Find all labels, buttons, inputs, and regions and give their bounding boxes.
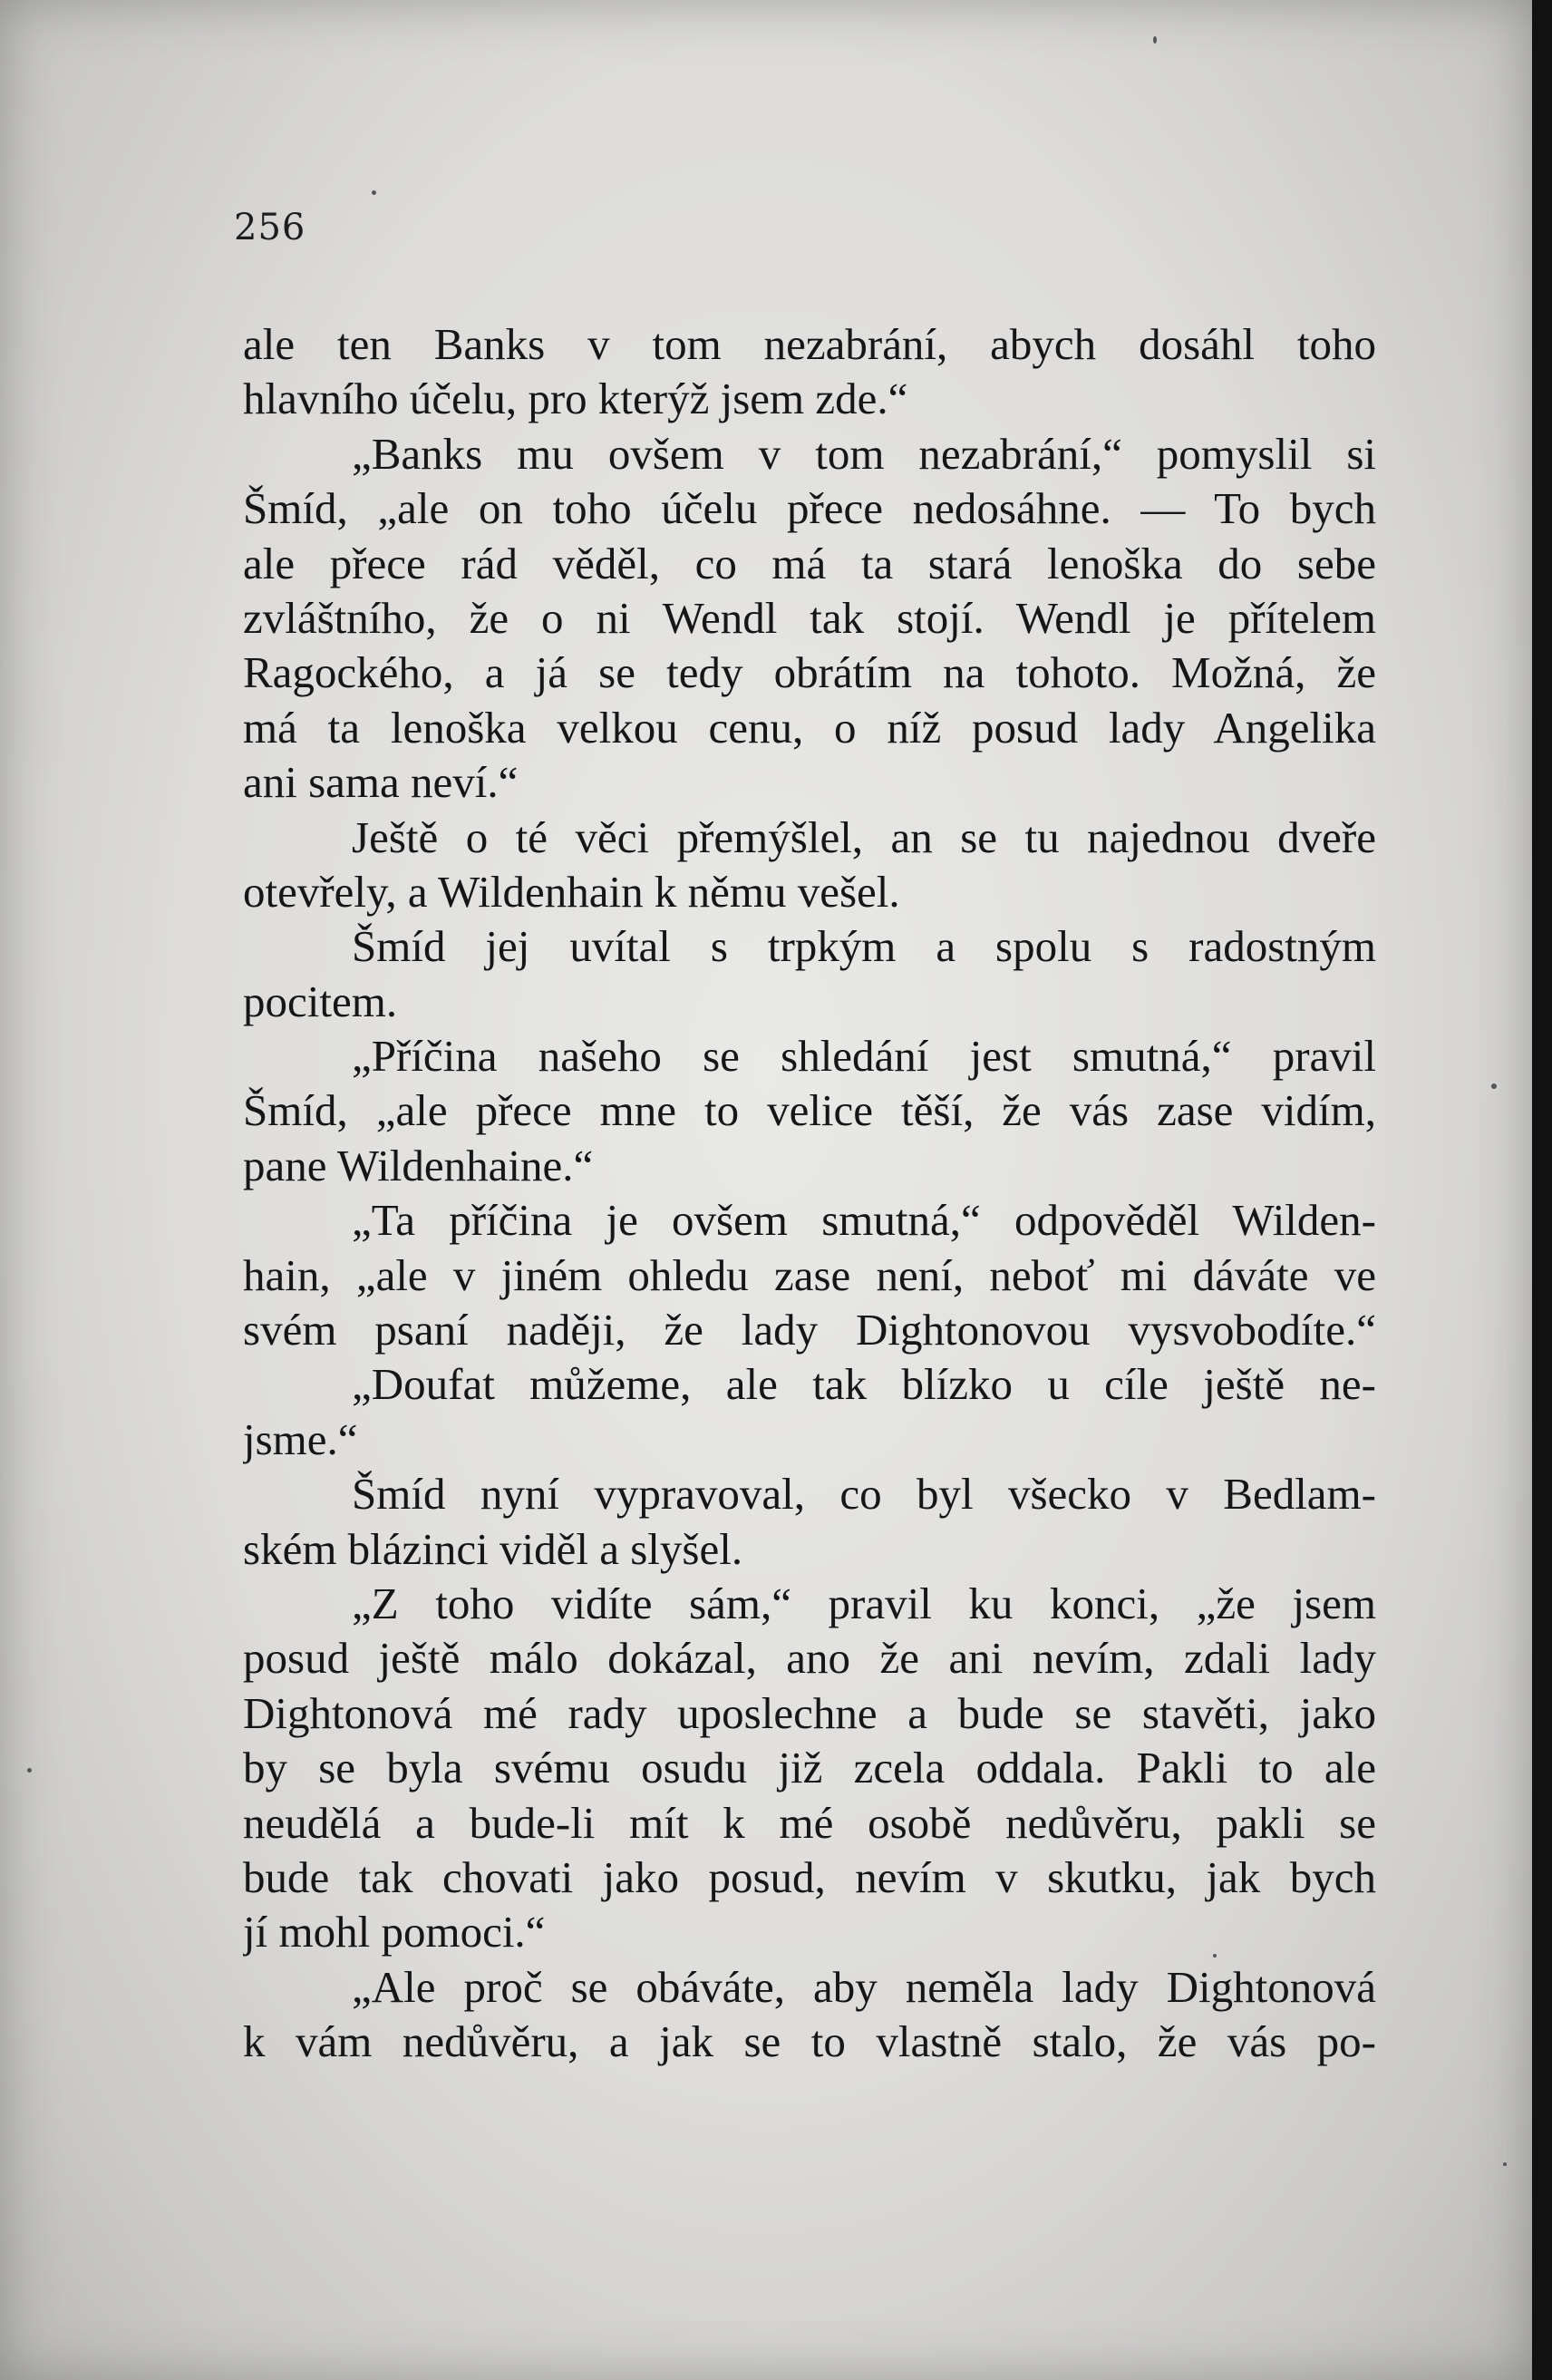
text-line: „Ta příčina je ovšem smutná,“ odpověděl Wilden-: [352, 1195, 1376, 1246]
body-text: [243, 317, 1376, 2070]
text-line: Dightonová mé rady uposlechne a bude se stavěti, jako: [243, 1687, 1376, 1738]
text-line: svém psaní naději, že lady Dightonovou vysvobodíte.“: [243, 1305, 1376, 1355]
text-line: hlavního účelu, pro kterýž jsem zde.“: [243, 374, 908, 424]
text-line: Šmíd jej uvítal s trpkým a spolu s radostným: [352, 921, 1376, 972]
text-line: ale přece rád věděl, co má ta stará lenoška do sebe: [243, 538, 1376, 588]
text-line: zvláštního, že o ni Wendl tak stojí. Wendl je přítelem: [243, 592, 1376, 643]
paper-speck: [27, 1768, 32, 1773]
paper-speck: [1153, 36, 1157, 44]
text-line: posud ještě málo dokázal, ano že ani nevím, zdali lady: [243, 1633, 1376, 1684]
text-line: „Doufat můžeme, ale tak blízko u cíle ještě ne-: [352, 1359, 1376, 1410]
text-line: Ještě o té věci přemýšlel, an se tu najednou dveře: [352, 811, 1376, 862]
text-line: Šmíd nyní vypravoval, co byl všecko v Bedlam-: [352, 1469, 1376, 1520]
text-line: Šmíd, „ale on toho účelu přece nedosáhne. — To bych: [243, 483, 1376, 534]
text-line: „Z toho vidíte sám,“ pravil ku konci, „že jsem: [352, 1578, 1376, 1628]
text-line: „Příčina našeho se shledání jest smutná,“ pravil: [352, 1031, 1376, 1082]
text-line: ani sama neví.“: [243, 757, 519, 808]
paper-speck: [1491, 1083, 1497, 1089]
text-line: „Banks mu ovšem v tom nezabrání,“ pomyslil si: [352, 428, 1376, 479]
text-line: bude tak chovati jako posud, nevím v skutku, jak bych: [243, 1851, 1376, 1902]
text-line: pocitem.: [243, 976, 398, 1026]
text-line: by se byla svému osudu již zcela oddala. Pakli to ale: [243, 1743, 1376, 1793]
text-line: neudělá a bude-li mít k mé osobě nedůvěru, pakli se: [243, 1797, 1376, 1848]
text-line: jsme.“: [243, 1413, 358, 1464]
text-line: k vám nedůvěru, a jak se to vlastně stalo, že vás po-: [243, 2016, 1376, 2067]
text-line: „Ale proč se obáváte, aby neměla lady Dightonová: [352, 1961, 1376, 2012]
text-line: ale ten Banks v tom nezabrání, abych dosáhl toho: [243, 319, 1376, 369]
paper-speck: [372, 190, 376, 195]
text-line: jí mohl pomoci.“: [243, 1907, 546, 1957]
paper-speck: [1503, 2162, 1507, 2166]
text-line: Šmíd, „ale přece mne to velice těší, že vás zase vidím,: [243, 1085, 1376, 1136]
text-line: ském blázinci viděl a slyšel.: [243, 1523, 743, 1574]
page-number: 256: [234, 207, 306, 248]
scan-edge-strip: [1532, 0, 1552, 2380]
text-line: má ta lenoška velkou cenu, o níž posud lady Angelika: [243, 702, 1376, 753]
text-line: Ragockého, a já se tedy obrátím na tohoto. Možná, že: [243, 647, 1376, 698]
text-line: otevřely, a Wildenhain k němu vešel.: [243, 866, 900, 917]
text-line: hain, „ale v jiném ohledu zase není, neboť mi dáváte ve: [243, 1249, 1376, 1300]
text-line: pane Wildenhaine.“: [243, 1140, 594, 1190]
